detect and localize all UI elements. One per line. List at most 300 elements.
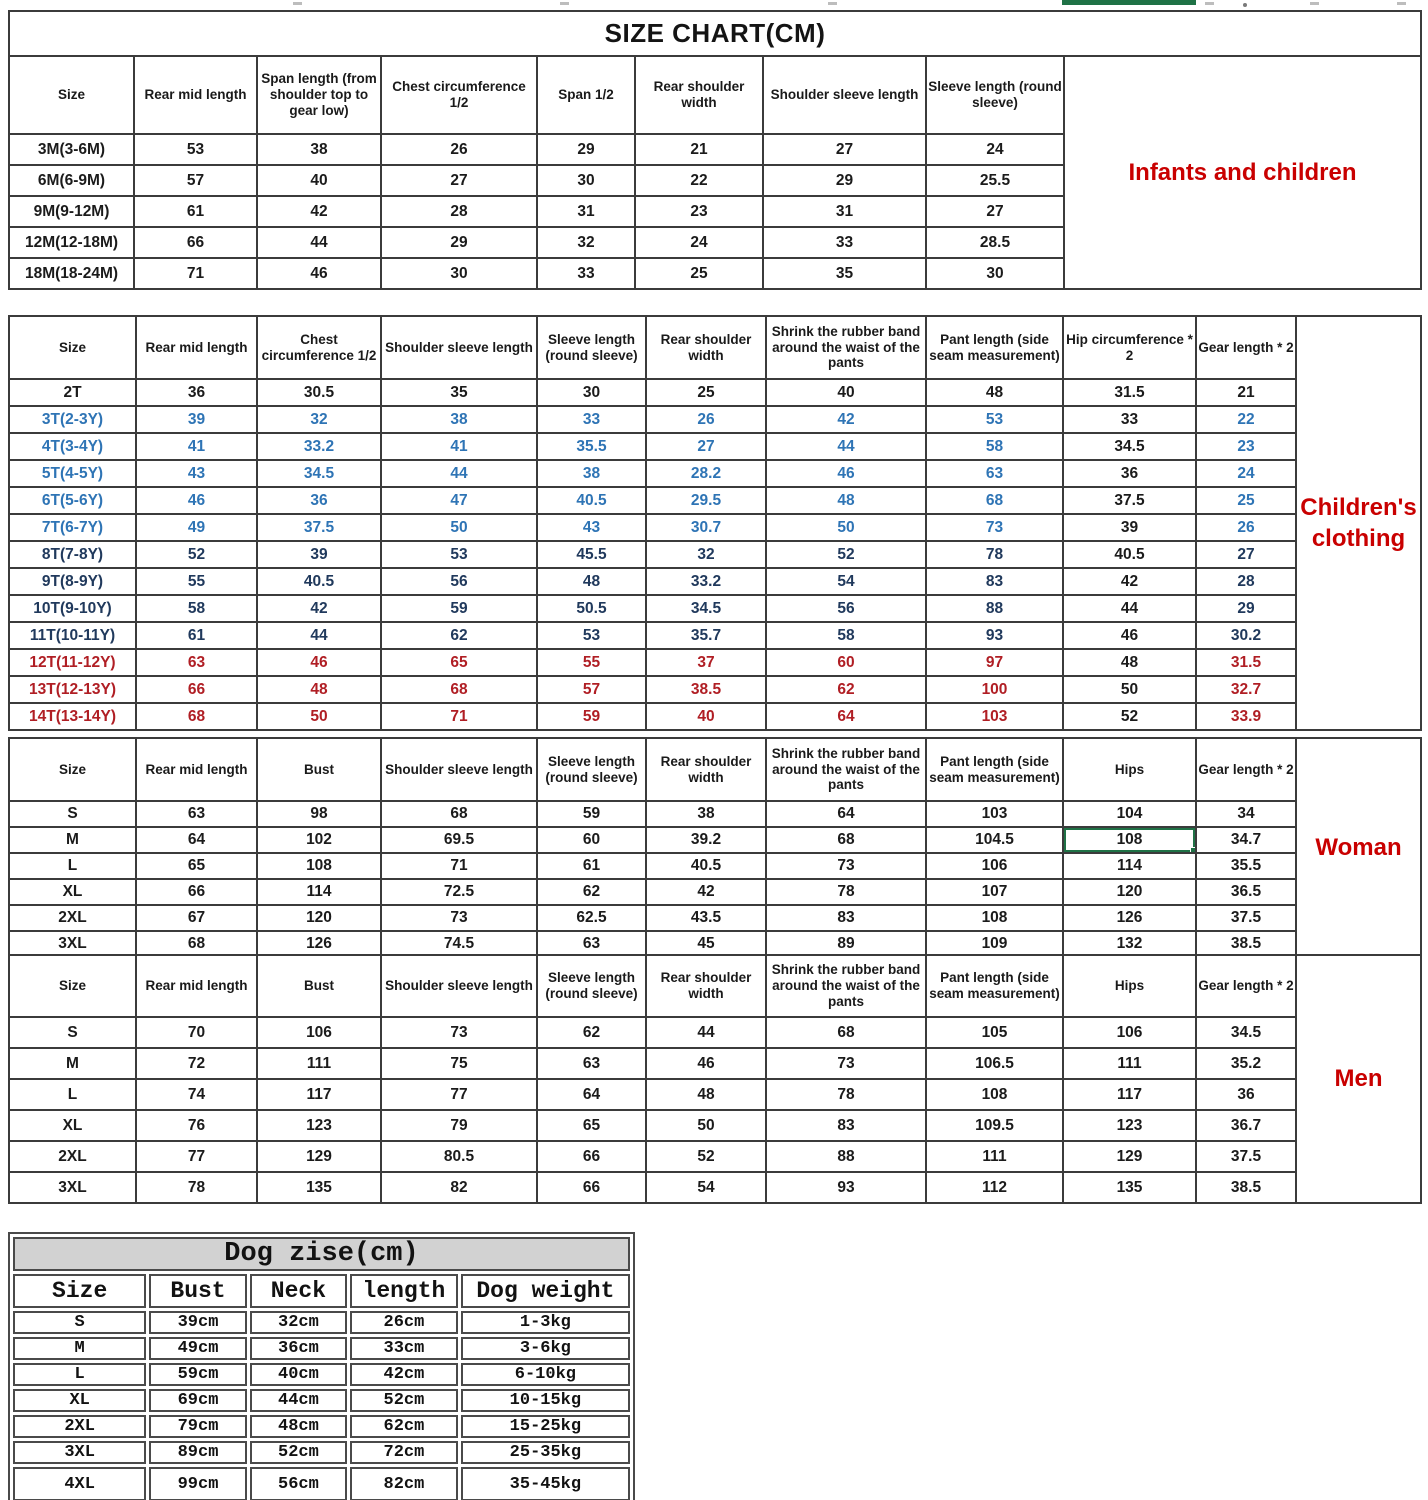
table-cell: 38 (646, 801, 766, 827)
table-cell: 123 (1063, 1110, 1196, 1141)
column-header: Sleeve length (round sleeve) (537, 955, 646, 1017)
table-cell: 61 (537, 853, 646, 879)
grid-tick (1205, 2, 1214, 5)
table-cell: 48 (1063, 649, 1196, 676)
table-cell: 25 (1196, 487, 1296, 514)
table-cell: 10-15kg (461, 1389, 630, 1412)
table-cell: 48cm (250, 1415, 347, 1438)
table-cell: 54 (766, 568, 926, 595)
row-size: 3XL (13, 1441, 146, 1464)
table-cell: 111 (1063, 1048, 1196, 1079)
table-cell: 30 (537, 165, 635, 196)
row-size: 3T(2-3Y) (9, 406, 136, 433)
table-cell: 38 (537, 460, 646, 487)
row-size: 2XL (9, 905, 136, 931)
column-header: Rear mid length (136, 316, 257, 379)
table-cell: 43 (537, 514, 646, 541)
table-cell: 73 (766, 1048, 926, 1079)
table-cell: 48 (926, 379, 1063, 406)
table-cell: 64 (136, 827, 257, 853)
table-cell: 26 (1196, 514, 1296, 541)
table-cell: 40.5 (257, 568, 381, 595)
table-cell: 44 (257, 227, 381, 258)
column-header: Pant length (side seam measurement) (926, 316, 1063, 379)
row-size: L (9, 1079, 136, 1110)
table-row (9, 676, 1421, 703)
table-cell: 44 (1063, 595, 1196, 622)
table-cell: 67 (136, 905, 257, 931)
table-cell: 64 (766, 703, 926, 730)
table-cell: 77 (136, 1141, 257, 1172)
header-row (9, 955, 1421, 1017)
table-cell: 33 (537, 406, 646, 433)
artifact-dot (1243, 3, 1247, 7)
column-header: Pant length (side seam measurement) (926, 738, 1063, 801)
table-cell: 70 (136, 1017, 257, 1048)
table-cell: 89cm (149, 1441, 246, 1464)
table-cell: 48 (766, 487, 926, 514)
table-cell: 35 (763, 258, 926, 289)
row-size: S (9, 801, 136, 827)
column-header: Sleeve length (round sleeve) (926, 56, 1064, 134)
table-cell: 65 (537, 1110, 646, 1141)
table-cell: 38.5 (1196, 931, 1296, 957)
table-cell: 78 (136, 1172, 257, 1203)
table-cell: 58 (136, 595, 257, 622)
table-cell: 40.5 (1063, 541, 1196, 568)
table-cell: 108 (926, 1079, 1063, 1110)
table-cell: 73 (381, 905, 537, 931)
dog-size-table (8, 1232, 635, 1500)
table-cell: 42 (257, 595, 381, 622)
table-cell: 58 (766, 622, 926, 649)
column-header: Hips (1063, 738, 1196, 801)
table-cell: 25-35kg (461, 1441, 630, 1464)
table-cell: 53 (381, 541, 537, 568)
table-row (9, 879, 1421, 905)
table-cell: 36 (1196, 1079, 1296, 1110)
table-cell: 73 (381, 1017, 537, 1048)
table-cell: 56cm (250, 1467, 347, 1500)
table-cell: 111 (926, 1141, 1063, 1172)
column-header: Shrink the rubber band around the waist of the pants (766, 955, 926, 1017)
table-cell: 38.5 (1196, 1172, 1296, 1203)
row-size: 10T(9-10Y) (9, 595, 136, 622)
column-header: Span length (from shoulder top to gear low) (257, 56, 381, 134)
table-cell: 29 (537, 134, 635, 165)
row-size: S (9, 1017, 136, 1048)
table-cell: 98 (257, 801, 381, 827)
table-cell: 46 (136, 487, 257, 514)
column-header: Sleeve length (round sleeve) (537, 316, 646, 379)
table-cell: 27 (1196, 541, 1296, 568)
table-cell: 28.5 (926, 227, 1064, 258)
table-cell: 28 (1196, 568, 1296, 595)
table-cell: 27 (926, 196, 1064, 227)
row-size: 4XL (13, 1467, 146, 1500)
group-label-children: Children's clothing (1296, 316, 1421, 730)
table-cell: 62cm (350, 1415, 458, 1438)
table-cell: 52cm (250, 1441, 347, 1464)
table-cell: 29.5 (646, 487, 766, 514)
table-cell: 52cm (350, 1389, 458, 1412)
table-cell: 32 (646, 541, 766, 568)
row-size: 5T(4-5Y) (9, 460, 136, 487)
table-cell: 68 (136, 931, 257, 957)
table-row (9, 1048, 1421, 1079)
table-cell: 68 (766, 1017, 926, 1048)
table-cell: 62 (537, 879, 646, 905)
table-row (13, 1467, 630, 1500)
table-cell: 34 (1196, 801, 1296, 827)
table-cell: 21 (1196, 379, 1296, 406)
table-cell: 77 (381, 1079, 537, 1110)
column-header: Size (13, 1274, 146, 1308)
column-header: Rear shoulder width (646, 316, 766, 379)
table-cell: 39.2 (646, 827, 766, 853)
table-cell: 63 (136, 801, 257, 827)
column-header: Size (9, 56, 134, 134)
table-cell: 46 (257, 649, 381, 676)
table-cell: 74.5 (381, 931, 537, 957)
table-cell: 33.2 (257, 433, 381, 460)
row-size: XL (9, 879, 136, 905)
table-cell: 126 (1063, 905, 1196, 931)
table-cell: 64 (766, 801, 926, 827)
table-cell: 54 (646, 1172, 766, 1203)
row-size: 18M(18-24M) (9, 258, 134, 289)
row-size: 12T(11-12Y) (9, 649, 136, 676)
column-header: Neck (250, 1274, 347, 1308)
table-cell: 114 (1063, 853, 1196, 879)
table-cell: 38 (381, 406, 537, 433)
table-cell: 79 (381, 1110, 537, 1141)
table-row (9, 703, 1421, 730)
row-size: 13T(12-13Y) (9, 676, 136, 703)
column-header: Shoulder sleeve length (763, 56, 926, 134)
table-cell: 36 (257, 487, 381, 514)
table-cell: 25 (646, 379, 766, 406)
table-row (9, 827, 1421, 853)
table-cell: 52 (646, 1141, 766, 1172)
table-cell: 60 (766, 649, 926, 676)
table-cell: 42 (646, 879, 766, 905)
row-size: 8T(7-8Y) (9, 541, 136, 568)
table-cell: 33.9 (1196, 703, 1296, 730)
dog-title-row (13, 1237, 630, 1271)
table-row (9, 1017, 1421, 1048)
table-cell: 30.2 (1196, 622, 1296, 649)
table-cell: 66 (136, 879, 257, 905)
column-header: Size (9, 316, 136, 379)
table-cell: 27 (381, 165, 537, 196)
row-size: L (13, 1363, 146, 1386)
row-size: 6T(5-6Y) (9, 487, 136, 514)
table-cell: 39cm (149, 1311, 246, 1334)
table-row (9, 514, 1421, 541)
table-cell: 43.5 (646, 905, 766, 931)
grid-tick (560, 2, 569, 5)
table-cell: 52 (766, 541, 926, 568)
selected-cell: 108 (1063, 827, 1196, 853)
table-cell: 44 (381, 460, 537, 487)
row-size: M (13, 1337, 146, 1360)
table-cell: 63 (926, 460, 1063, 487)
row-size: 2T (9, 379, 136, 406)
table-cell: 107 (926, 879, 1063, 905)
infants-size-table (8, 10, 1422, 290)
table-cell: 34.5 (646, 595, 766, 622)
table-cell: 72.5 (381, 879, 537, 905)
row-size: 12M(12-18M) (9, 227, 134, 258)
table-cell: 36 (136, 379, 257, 406)
table-cell: 80.5 (381, 1141, 537, 1172)
column-header: Size (9, 738, 136, 801)
table-cell: 31 (537, 196, 635, 227)
table-cell: 135 (257, 1172, 381, 1203)
row-size: 9T(8-9Y) (9, 568, 136, 595)
table-cell: 24 (1196, 460, 1296, 487)
column-header: Span 1/2 (537, 56, 635, 134)
table-cell: 26 (646, 406, 766, 433)
table-cell: 66 (136, 676, 257, 703)
row-size: 9M(9-12M) (9, 196, 134, 227)
row-size: XL (13, 1389, 146, 1412)
table-cell: 123 (257, 1110, 381, 1141)
table-cell: 46 (646, 1048, 766, 1079)
table-cell: 109 (926, 931, 1063, 957)
table-cell: 61 (136, 622, 257, 649)
woman-size-table (8, 737, 1422, 958)
table-cell: 31.5 (1196, 649, 1296, 676)
table-cell: 43 (136, 460, 257, 487)
title-row (9, 11, 1421, 56)
table-cell: 39 (136, 406, 257, 433)
table-cell: 50.5 (537, 595, 646, 622)
table-cell: 1-3kg (461, 1311, 630, 1334)
table-cell: 24 (926, 134, 1064, 165)
row-size: 2XL (13, 1415, 146, 1438)
column-header: Shrink the rubber band around the waist of the pants (766, 738, 926, 801)
table-cell: 40 (766, 379, 926, 406)
table-cell: 129 (257, 1141, 381, 1172)
table-cell: 53 (537, 622, 646, 649)
men-size-table (8, 954, 1422, 1204)
table-cell: 52 (1063, 703, 1196, 730)
table-cell: 93 (926, 622, 1063, 649)
table-row (9, 406, 1421, 433)
table-cell: 71 (381, 703, 537, 730)
table-cell: 26cm (350, 1311, 458, 1334)
table-cell: 53 (926, 406, 1063, 433)
table-row (9, 905, 1421, 931)
table-cell: 34.5 (257, 460, 381, 487)
column-header: Shoulder sleeve length (381, 316, 537, 379)
table-cell: 44 (766, 433, 926, 460)
table-cell: 30.7 (646, 514, 766, 541)
table-cell: 117 (257, 1079, 381, 1110)
table-cell: 79cm (149, 1415, 246, 1438)
column-header: Rear mid length (136, 738, 257, 801)
table-cell: 29 (1196, 595, 1296, 622)
table-cell: 75 (381, 1048, 537, 1079)
table-row (9, 801, 1421, 827)
table-cell: 37.5 (1196, 905, 1296, 931)
column-header: Gear length * 2 (1196, 738, 1296, 801)
table-cell: 41 (381, 433, 537, 460)
column-header: Bust (149, 1274, 246, 1308)
table-cell: 71 (381, 853, 537, 879)
children-size-table (8, 315, 1422, 731)
table-cell: 37 (646, 649, 766, 676)
row-size: 7T(6-7Y) (9, 514, 136, 541)
table-cell: 35.5 (537, 433, 646, 460)
table-cell: 39 (1063, 514, 1196, 541)
column-header: Bust (257, 738, 381, 801)
table-cell: 60 (537, 827, 646, 853)
table-cell: 56 (766, 595, 926, 622)
table-cell: 78 (766, 1079, 926, 1110)
table-cell: 55 (537, 649, 646, 676)
table-cell: 73 (926, 514, 1063, 541)
table-cell: 25 (635, 258, 763, 289)
table-cell: 132 (1063, 931, 1196, 957)
table-cell: 83 (766, 905, 926, 931)
column-header: Rear shoulder width (646, 738, 766, 801)
column-header: Shoulder sleeve length (381, 738, 537, 801)
dog-header-row (13, 1274, 630, 1308)
table-cell: 59 (537, 801, 646, 827)
table-cell: 32.7 (1196, 676, 1296, 703)
table-cell: 33 (537, 258, 635, 289)
table-row (13, 1311, 630, 1334)
table-cell: 35.2 (1196, 1048, 1296, 1079)
table-cell: 129 (1063, 1141, 1196, 1172)
column-header: Chest circumference 1/2 (381, 56, 537, 134)
table-cell: 68 (136, 703, 257, 730)
table-cell: 47 (381, 487, 537, 514)
table-cell: 29 (381, 227, 537, 258)
table-cell: 37.5 (1196, 1141, 1296, 1172)
table-cell: 31 (763, 196, 926, 227)
table-cell: 68 (766, 827, 926, 853)
column-header: Rear mid length (134, 56, 257, 134)
table-cell: 42 (766, 406, 926, 433)
table-cell: 49 (136, 514, 257, 541)
table-cell: 30 (537, 379, 646, 406)
column-header: Shoulder sleeve length (381, 955, 537, 1017)
table-row (13, 1441, 630, 1464)
table-row (9, 460, 1421, 487)
table-cell: 61 (134, 196, 257, 227)
table-cell: 62 (381, 622, 537, 649)
table-cell: 59 (537, 703, 646, 730)
column-header: Gear length * 2 (1196, 316, 1296, 379)
table-cell: 83 (766, 1110, 926, 1141)
row-size: 14T(13-14Y) (9, 703, 136, 730)
table-cell: 63 (537, 931, 646, 957)
table-cell: 38.5 (646, 676, 766, 703)
table-cell: 55 (136, 568, 257, 595)
table-cell: 63 (537, 1048, 646, 1079)
column-header: Rear shoulder width (646, 955, 766, 1017)
row-size: 3XL (9, 931, 136, 957)
table-cell: 30 (926, 258, 1064, 289)
column-header: Chest circumference 1/2 (257, 316, 381, 379)
table-cell: 36.5 (1196, 879, 1296, 905)
table-cell: 45 (646, 931, 766, 957)
table-cell: 28.2 (646, 460, 766, 487)
table-row (9, 649, 1421, 676)
table-cell: 50 (766, 514, 926, 541)
table-cell: 83 (926, 568, 1063, 595)
column-header: Gear length * 2 (1196, 955, 1296, 1017)
table-row (9, 1172, 1421, 1203)
table-cell: 30 (381, 258, 537, 289)
table-cell: 102 (257, 827, 381, 853)
column-header: length (350, 1274, 458, 1308)
column-header: Hips (1063, 955, 1196, 1017)
table-cell: 40 (257, 165, 381, 196)
table-cell: 103 (926, 801, 1063, 827)
dog-chart-title: Dog zise(cm) (13, 1237, 630, 1271)
table-cell: 36.7 (1196, 1110, 1296, 1141)
table-cell: 22 (635, 165, 763, 196)
table-cell: 103 (926, 703, 1063, 730)
table-cell: 72cm (350, 1441, 458, 1464)
table-cell: 106 (257, 1017, 381, 1048)
table-cell: 88 (766, 1141, 926, 1172)
table-row (9, 541, 1421, 568)
table-row (9, 433, 1421, 460)
table-cell: 135 (1063, 1172, 1196, 1203)
table-cell: 31.5 (1063, 379, 1196, 406)
grid-tick (1310, 2, 1319, 5)
column-header: Dog weight (461, 1274, 630, 1308)
header-row (9, 738, 1421, 801)
table-cell: 45.5 (537, 541, 646, 568)
table-row (9, 487, 1421, 514)
table-cell: 40.5 (537, 487, 646, 514)
table-cell: 99cm (149, 1467, 246, 1500)
header-row (9, 56, 1421, 134)
table-cell: 42cm (350, 1363, 458, 1386)
table-cell: 63 (136, 649, 257, 676)
table-cell: 108 (926, 905, 1063, 931)
table-row (9, 622, 1421, 649)
table-cell: 65 (136, 853, 257, 879)
table-cell: 26 (381, 134, 537, 165)
table-cell: 40 (646, 703, 766, 730)
grid-tick (828, 2, 837, 5)
table-cell: 50 (257, 703, 381, 730)
table-cell: 48 (537, 568, 646, 595)
table-cell: 104.5 (926, 827, 1063, 853)
table-cell: 25.5 (926, 165, 1064, 196)
table-cell: 39 (257, 541, 381, 568)
group-label-woman: Woman (1296, 738, 1421, 957)
table-cell: 126 (257, 931, 381, 957)
table-cell: 104 (1063, 801, 1196, 827)
table-cell: 68 (381, 801, 537, 827)
row-size: 3XL (9, 1172, 136, 1203)
table-row (9, 595, 1421, 622)
table-cell: 35.5 (1196, 853, 1296, 879)
table-cell: 66 (537, 1141, 646, 1172)
table-cell: 74 (136, 1079, 257, 1110)
table-cell: 68 (381, 676, 537, 703)
table-cell: 23 (1196, 433, 1296, 460)
